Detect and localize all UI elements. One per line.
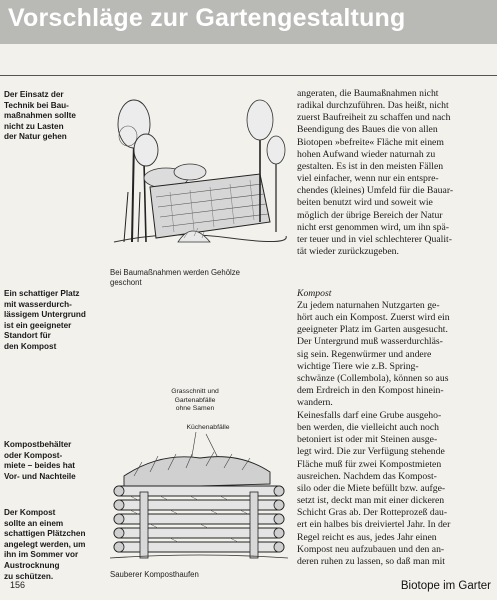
page-number: 156 [10, 580, 26, 590]
body-paragraph-3: Keinesfalls darf eine Grube ausgeho- ben werden, die vielleicht auch noch betoniert ist oder mit Steinen ausge- legt wird. Die zur Verfügung stehende Fläche muß für zwei Kompostmieten ausreichen. Nachdem das Kompost- silo oder die Miete befüllt bzw. aufge- setzt ist, deckt man mit einer dickeren Schicht Gras ab. Der Rotteprozeß dau- ert ein halbes bis dreiviertel Jahr. In der Regel reicht es aus, jedes Jahr einen Kompost neu aufzubauen und den an- deren ruhen zu lassen, so daß man mit [297, 410, 451, 567]
side-note-behaelter: Kompostbehälter oder Kompost- miete – beides hat Vor- und Nachteile [4, 440, 76, 481]
side-note-standort: Ein schattiger Platz mit wasserdurch- lässigem Untergrund ist ein geeigneter Standort für den Kompost [4, 289, 86, 351]
construction-caption: Bei Baumaßnahmen werden Gehölze geschont [110, 268, 241, 287]
header-rule [0, 75, 497, 76]
compost-figure [110, 388, 288, 580]
watermark: Biotope im Garter [400, 580, 491, 592]
side-note-technik: Der Einsatz der Technik bei Bau- maßnahmen sollte nicht zu Lasten der Natur gehen [4, 90, 76, 142]
body-paragraph-1: angeraten, die Baumaßnahmen nicht radikal durchzuführen. Das heißt, nicht zuerst Baufreiheit zu schaffen und nach Beendigung des Baues die von allen Biotopen »befreite« Fläche mit einem hohen Aufwand wieder naturnah zu gestalten. Es ist in den meisten Fällen viel einfacher, wenn nur ein entspre- chendes (kleines) Umfeld für die Bauar- beiten benutzt wird und soweit wie möglich der übrige Bereich der Natur nicht erst genommen wird, um ihn spä- ter teuer und in viel schlechterer Qualit- tät wieder zurückzugeben. [297, 88, 454, 258]
side-note-schatten: Der Kompost sollte an einem schattigen Plätzchen angelegt werden, um ihn im Sommer vor Austrocknung zu schützen. [4, 508, 86, 581]
compost-caption: Sauberer Komposthaufen [110, 570, 199, 579]
section-heading-kompost: Kompost [297, 288, 332, 299]
compost-illustration [110, 432, 288, 568]
page-title: Vorschläge zur Gartengestaltung [8, 4, 406, 32]
label-grass: Grasschnitt und Gartenabfälle ohne Samen [171, 388, 219, 413]
construction-illustration [110, 92, 288, 264]
body-paragraph-2: Zu jedem naturnahen Nutzgarten ge- hört auch ein Kompost. Zuerst wird ein geeigneter Platz im Garten ausgesucht. Der Untergrund muß wasserdurchläs- sig sein. Regenwürmer und andere wichtige Tiere wie z.B. Spring- schwänze (Collembola), können so aus dem Erdreich in den Kompost hinein- wandern. [297, 300, 450, 409]
label-kitchen: Küchenabfälle [186, 424, 230, 431]
construction-figure [110, 92, 288, 288]
